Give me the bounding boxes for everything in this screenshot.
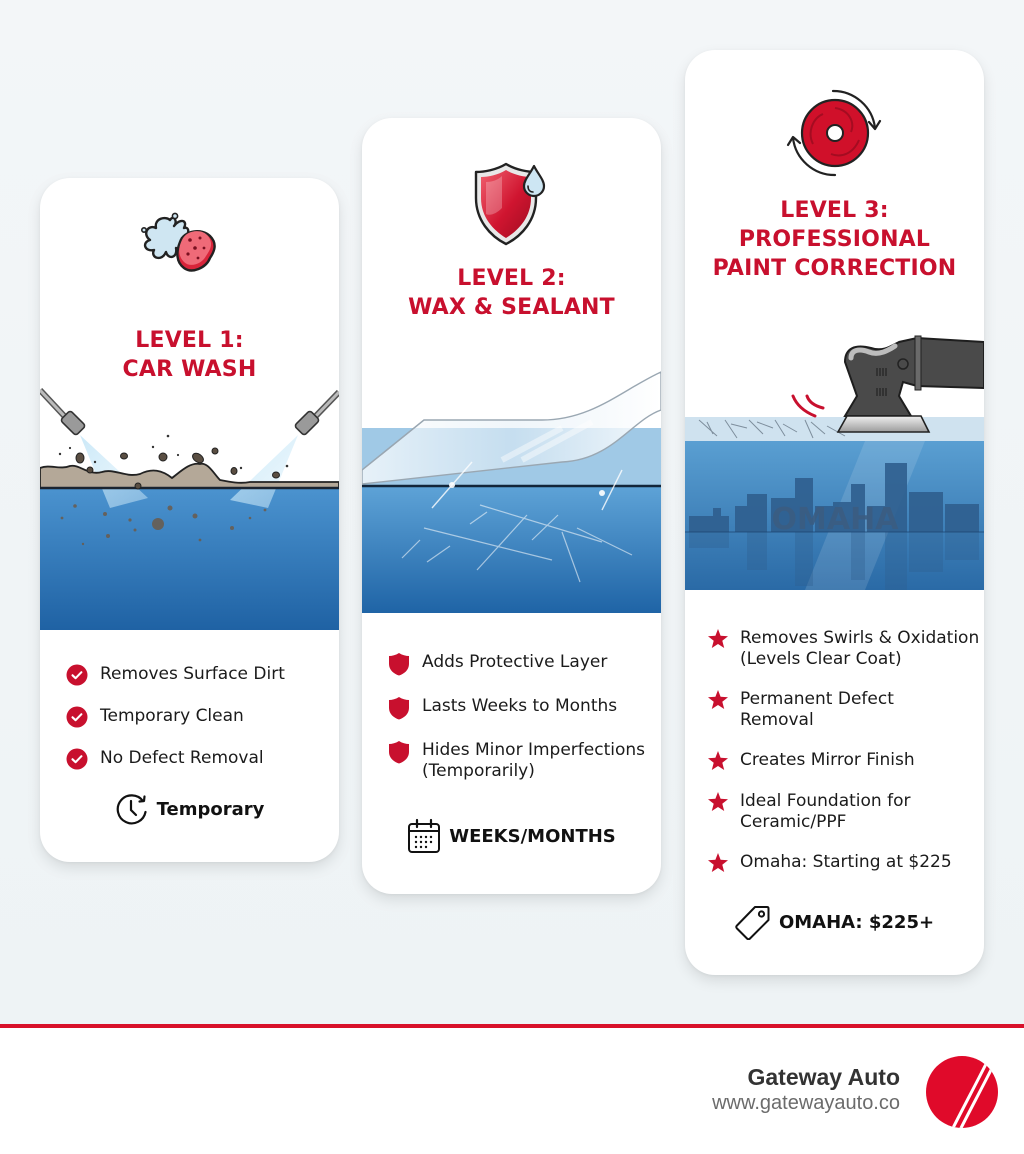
shield-icon — [388, 696, 410, 720]
protective-film-layer-illustration — [362, 350, 661, 613]
brand-block — [712, 1064, 900, 1115]
feature-item: Omaha: Starting at $225 — [685, 852, 984, 874]
price-summary: OMAHA: $225+ — [685, 904, 984, 940]
feature-item: Temporary Clean — [40, 706, 339, 728]
card-level-3-paint-correction — [685, 50, 984, 975]
dual-action-polisher-omaha-skyline-illustration — [685, 316, 984, 590]
shield-icon — [388, 652, 410, 676]
star-icon — [707, 852, 729, 874]
card-title: LEVEL 2: WAX & SEALANT — [408, 266, 615, 320]
omaha-skyline-label: OMAHA — [771, 502, 899, 537]
feature-item: Adds Protective Layer — [362, 652, 661, 676]
feature-item: Creates Mirror Finish — [685, 750, 984, 772]
gateway-road-logo-icon — [924, 1054, 1000, 1130]
pressure-washer-dirt-removal-illustration — [40, 378, 339, 630]
shield-icon — [388, 740, 410, 764]
feature-item: Permanent Defect Removal — [685, 689, 984, 731]
card-title: LEVEL 1: CAR WASH — [122, 328, 257, 382]
feature-list — [362, 652, 661, 782]
card-title: LEVEL 3: PROFESSIONAL PAINT CORRECTION — [712, 198, 957, 281]
check-circle-icon — [66, 706, 88, 728]
star-icon — [707, 791, 729, 813]
feature-item: Lasts Weeks to Months — [362, 696, 661, 720]
website-link[interactable]: www.gatewayauto.co — [712, 1092, 900, 1114]
feature-item: Hides Minor Imperfections (Temporarily) — [362, 740, 661, 782]
price-tag-icon — [735, 904, 771, 940]
check-circle-icon — [66, 664, 88, 686]
card-level-2-wax-sealant — [362, 118, 661, 894]
clock-refresh-icon — [115, 792, 149, 826]
check-circle-icon — [66, 748, 88, 770]
feature-list — [685, 628, 984, 874]
card-level-1-car-wash — [40, 178, 339, 862]
calendar-icon — [407, 818, 441, 854]
feature-item: Removes Swirls & Oxidation (Levels Clear Coat) — [685, 628, 984, 670]
feature-list — [40, 664, 339, 770]
duration-summary: WEEKS/MONTHS — [362, 818, 661, 854]
star-icon — [707, 689, 729, 711]
star-icon — [707, 628, 729, 650]
brand-name: Gateway Auto — [747, 1064, 900, 1090]
feature-item: Ideal Foundation for Ceramic/PPF — [685, 791, 984, 833]
feature-item: No Defect Removal — [40, 748, 339, 770]
feature-item: Removes Surface Dirt — [40, 664, 339, 686]
shield-droplet-icon — [472, 158, 552, 248]
sponge-splash-icon — [140, 212, 220, 280]
duration-summary: Temporary — [40, 792, 339, 826]
polishing-pad-rotate-icon — [785, 88, 885, 178]
star-icon — [707, 750, 729, 772]
